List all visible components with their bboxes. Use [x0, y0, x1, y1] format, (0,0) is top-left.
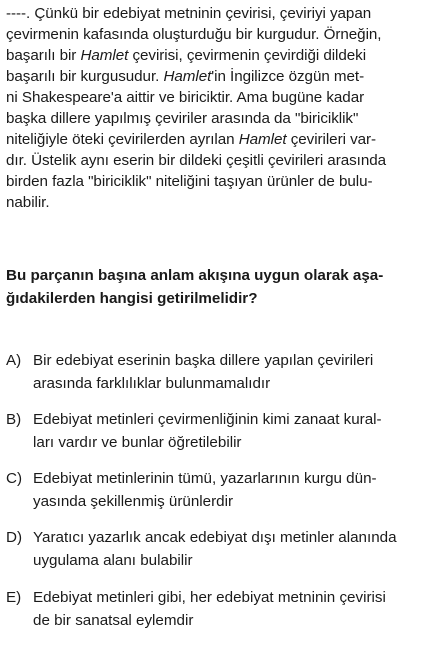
- passage-line: [6, 150, 434, 171]
- option-letter: E): [6, 589, 22, 606]
- passage-text: niteliğiyle öteki çevirilerden ayrılan: [6, 131, 239, 148]
- option-letter: D): [6, 529, 23, 546]
- option-d[interactable]: [6, 526, 434, 577]
- option-line: Edebiyat metinleri gibi, her edebiyat metninin çevirisi: [33, 589, 386, 606]
- passage-text: ni Shakespeare'a aittir ve biriciktir. Ama bugüne kadar: [6, 89, 365, 106]
- passage-text: başarılı bir: [6, 47, 81, 64]
- passage-italic-title: Hamlet: [80, 47, 129, 64]
- question-stem: [6, 264, 434, 310]
- option-e[interactable]: [6, 586, 434, 637]
- passage-line: [6, 87, 434, 108]
- passage-text: nabilir.: [6, 194, 50, 211]
- option-text: [33, 586, 386, 632]
- passage-text: 'in İngilizce özgün met-: [211, 68, 365, 85]
- option-letter: C): [6, 470, 23, 487]
- passage-line: [6, 129, 434, 150]
- passage-line: [6, 192, 434, 213]
- passage-line: [6, 3, 434, 24]
- option-line: uygulama alanı bulabilir: [33, 552, 193, 569]
- option-line: Bir edebiyat eserinin başka dillere yapılan çevirileri: [33, 352, 374, 369]
- passage-line: [6, 108, 434, 129]
- passage-line: [6, 66, 434, 87]
- passage-line: [6, 45, 434, 66]
- question-line: ğıdakilerden hangisi getirilmelidir?: [6, 290, 258, 307]
- option-text: [33, 526, 397, 572]
- option-line: ları vardır ve bunlar öğretilebilir: [33, 434, 242, 451]
- option-letter: A): [6, 352, 22, 369]
- answer-options: [6, 349, 434, 645]
- passage-italic-title: Hamlet: [238, 131, 287, 148]
- passage-text: birden fazla "biriciklik" niteliğini taşıyan ürünler de bulu-: [6, 173, 373, 190]
- reading-passage: [6, 3, 434, 213]
- option-letter: B): [6, 411, 22, 428]
- passage-text: ----. Çünkü bir edebiyat metninin çevirisi, çeviriyi yapan: [6, 5, 372, 22]
- passage-text: başka dillere yapılmış çeviriler arasında da "biriciklik": [6, 110, 359, 127]
- question-line: Bu parçanın başına anlam akışına uygun olarak aşa-: [6, 267, 384, 284]
- passage-text: başarılı bir kurgusudur.: [6, 68, 164, 85]
- passage-text: çevirisi, çevirmenin çevirdiği dildeki: [128, 47, 367, 64]
- option-line: Edebiyat metinlerinin tümü, yazarlarının kurgu dün-: [33, 470, 377, 487]
- passage-italic-title: Hamlet: [163, 68, 212, 85]
- option-text: [33, 467, 377, 513]
- option-a[interactable]: [6, 349, 434, 400]
- passage-text: dır. Üstelik aynı eserin bir dildeki çeşitli çevirileri arasında: [6, 152, 387, 169]
- option-line: de bir sanatsal eylemdir: [33, 612, 194, 629]
- passage-text: çevirileri var-: [286, 131, 377, 148]
- option-text: [33, 408, 382, 454]
- passage-text: çevirmenin kafasında oluşturduğu bir kurgudur. Örneğin,: [6, 26, 382, 43]
- option-line: yasında şekillenmiş ürünlerdir: [33, 493, 234, 510]
- option-line: Edebiyat metinleri çevirmenliğinin kimi zanaat kural-: [33, 411, 382, 428]
- option-b[interactable]: [6, 408, 434, 459]
- option-line: Yaratıcı yazarlık ancak edebiyat dışı metinler alanında: [33, 529, 397, 546]
- passage-line: [6, 24, 434, 45]
- option-text: [33, 349, 373, 395]
- option-line: arasında farklılıklar bulunmamalıdır: [33, 375, 271, 392]
- option-c[interactable]: [6, 467, 434, 518]
- passage-line: [6, 171, 434, 192]
